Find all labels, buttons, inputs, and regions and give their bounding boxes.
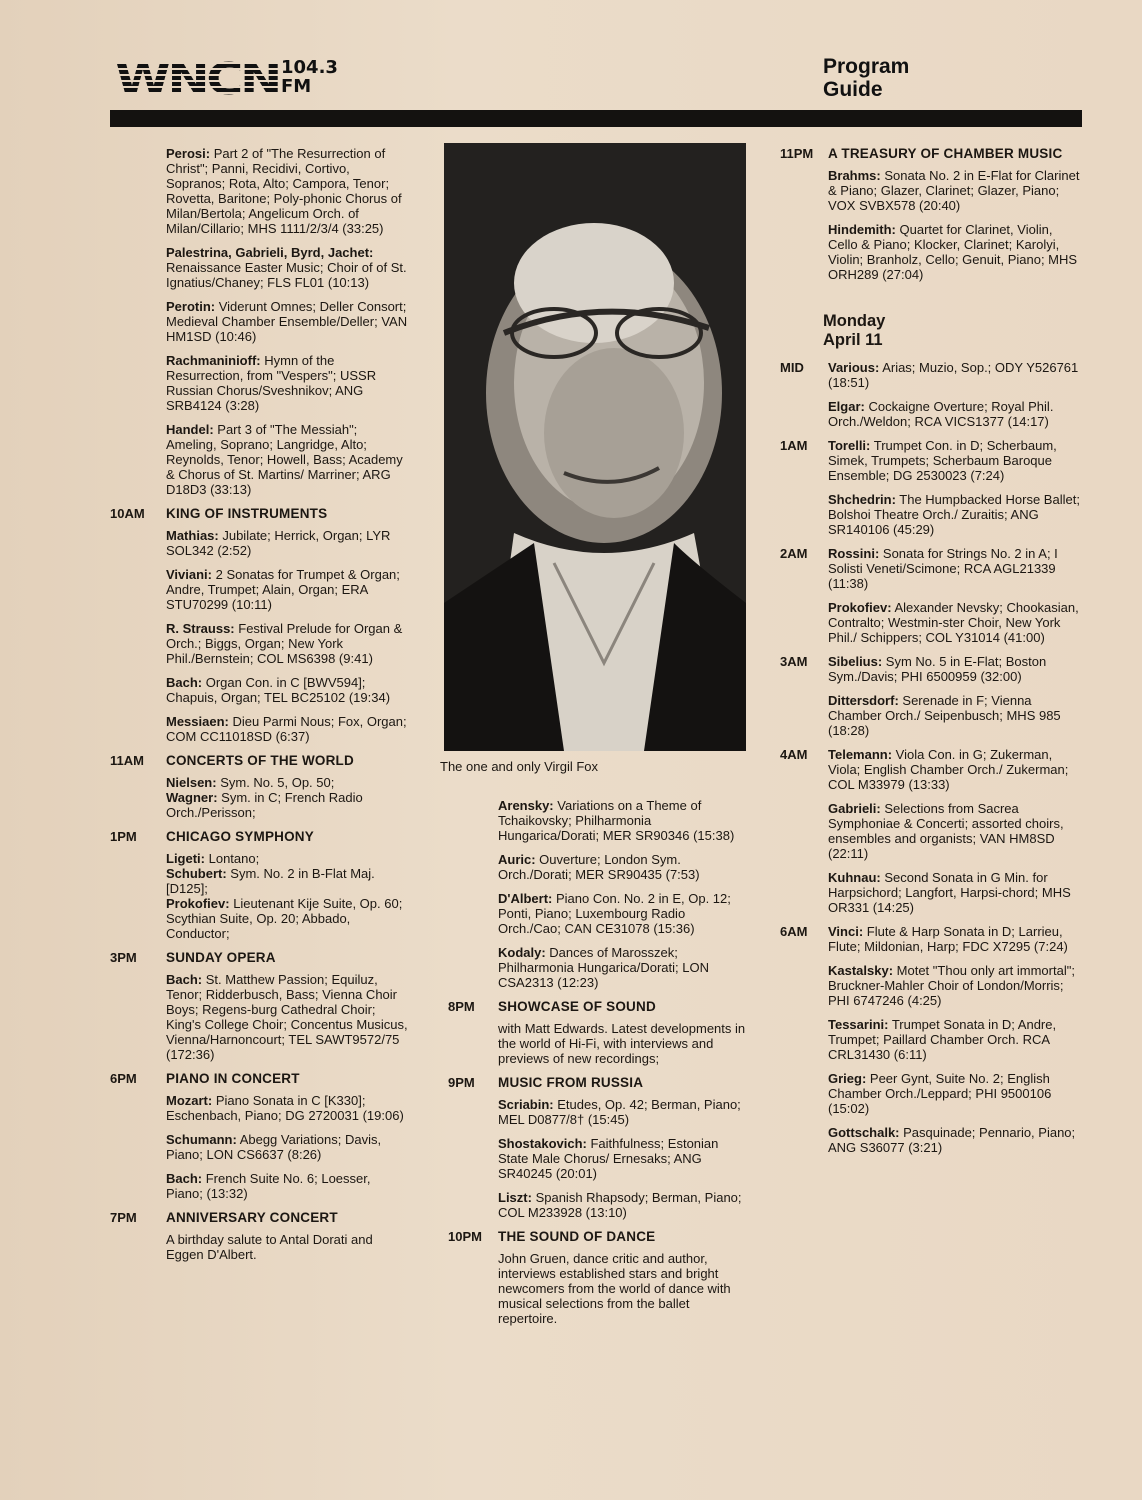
work-details: Selections from Sacrea Symphoniae & Concerti; assorted choirs, ensembles and organists; VAN HM8SD (22:11) [828,801,1064,861]
work-details: Motet "Thou only art immortal"; Bruckner-Mahler Choir of London/Morris; PHI 6747246 (4:25) [828,963,1075,1008]
work-details: Variations on a Theme of Tchaikovsky; Philharmonia Hungarica/Dorati; MER SR90346 (15:38) [498,798,735,843]
program-entry [166,972,410,1062]
work-details: Renaissance Easter Music; Choir of of St. Ignatius/Chaney; FLS FL01 (10:13) [166,260,407,290]
program-entry [498,852,748,882]
slot-title: A TREASURY OF CHAMBER MUSIC [828,146,1063,161]
title-line-1: Program [823,55,910,78]
frequency-band: FM [281,76,312,97]
program-entry [498,1190,748,1220]
slot-title: THE SOUND OF DANCE [498,1229,656,1244]
composer: R. Strauss: [166,621,235,636]
slot-time: 9PM [448,1075,475,1090]
slot-time: 1PM [110,829,137,844]
composer: Bach: [166,675,203,690]
program-entry [828,438,1080,483]
time-slot [448,1229,748,1326]
slot-title: MUSIC FROM RUSSIA [498,1075,644,1090]
composer: Tessarini: [828,1017,889,1032]
work-details: Trumpet Con. in D; Scherbaum, Simek, Trumpets; Scherbaum Baroque Ensemble; DG 2530023 (7:24) [828,438,1057,483]
slot-title: SUNDAY OPERA [166,950,276,965]
program-entry [166,714,410,744]
slot-title: SHOWCASE OF SOUND [498,999,656,1014]
work-details: Pasquinade; Pennario, Piano; ANG S36077 (3:21) [828,1125,1076,1155]
work-details: Quartet for Clarinet, Violin, Cello & Piano; Klocker, Clarinet; Karolyi, Violin; Branholz, Cello; Genuit, Piano; MHS ORH289 (27:04) [828,222,1078,282]
column-3 [780,146,1080,1164]
time-slot [110,506,410,744]
day-name: Monday [823,312,886,330]
composer: Torelli: [828,438,871,453]
slot-title: KING OF INSTRUMENTS [166,506,328,521]
time-slot [448,999,748,1066]
program-entry [828,693,1080,738]
day-heading [823,312,1080,350]
program-entry [828,546,1080,591]
composer: Rachmaninioff: [166,353,261,368]
program-entry [498,1136,748,1181]
work-details: Sym. No. 5, Op. 50; [216,775,335,790]
program-entry [166,1093,410,1123]
program-entry [498,798,748,843]
slot-time: 7PM [110,1210,137,1225]
composer: Perotin: [166,299,216,314]
composer: Viviani: [166,567,213,582]
work-details: Arias; Muzio, Sop.; ODY Y526761 (18:51) [828,360,1079,390]
composer: Bach: [166,972,203,987]
program-entry [166,528,410,558]
work-details: Part 2 of "The Resurrection of Christ"; Panni, Recidivi, Cortivo, Sopranos; Rota, Alto; Campora, Tenor; Rovetta, Baritone; Poly-phonic Chorus of Milan/Bertola; Angelicum Orch. of Milan/Cillario; MHS 1111/2/3/4 (33:25) [166,146,402,236]
station-logo [115,54,338,105]
work-details: Etudes, Op. 42; Berman, Piano; MEL D0877/8† (15:45) [498,1097,741,1127]
composer: Scriabin: [498,1097,554,1112]
composer: Nielsen: [166,775,217,790]
program-entry [828,399,1080,429]
work-details: Sonata for Strings No. 2 in A; I Solisti Veneti/Scimone; RCA AGL21339 (11:38) [828,546,1058,591]
time-slot [110,1071,410,1201]
work-details: Lontano; [205,851,260,866]
composer: D'Albert: [498,891,553,906]
day-date: April 11 [823,331,883,349]
program-entry [828,222,1080,282]
slot-time: 1AM [780,438,808,453]
composer: Messiaen: [166,714,229,729]
time-slot [780,438,1080,537]
program-entry [166,675,410,705]
composer: Perosi: [166,146,211,161]
slot-description: with Matt Edwards. Latest developments in the world of Hi-Fi, with interviews and previews of new recordings; [498,1021,746,1066]
composer: Mathias: [166,528,219,543]
program-entry [828,1125,1080,1155]
composer: Arensky: [498,798,554,813]
slot-time: 8PM [448,999,475,1014]
work-details: Viola Con. in G; Zukerman, Viola; English Chamber Orch./ Zukerman; COL M33979 (13:33) [828,747,1069,792]
composer: Vinci: [828,924,864,939]
composer: Shchedrin: [828,492,896,507]
composer: Kastalsky: [828,963,894,978]
slot-title: ANNIVERSARY CONCERT [166,1210,338,1225]
logo-frequency [281,58,338,96]
composer: Kodaly: [498,945,546,960]
work-details: Hymn of the Resurrection, from "Vespers"; USSR Russian Chorus/Sveshnikov; ANG SRB4124 (3:28) [166,353,377,413]
program-entry [166,567,410,612]
program-entry [828,870,1080,915]
work-details: French Suite No. 6; Loesser, Piano; (13:32) [166,1171,371,1201]
time-slot [780,747,1080,915]
program-entry [828,654,1080,684]
page-title [823,55,909,101]
time-slot [110,829,410,941]
work-details: Dieu Parmi Nous; Fox, Organ; COM CC11018SD (6:37) [166,714,407,744]
frequency-number: 104.3 [281,57,338,78]
portrait-illustration [444,143,746,751]
logo-call-letters: WNCN [115,54,279,105]
program-entry [166,1171,410,1201]
composer: Bach: [166,1171,203,1186]
slot-time: 4AM [780,747,808,762]
composer: Gottschalk: [828,1125,900,1140]
program-entry [166,851,410,941]
program-entry [166,245,410,290]
program-entry [498,891,748,936]
program-entry [166,621,410,666]
slot-title: CHICAGO SYMPHONY [166,829,314,844]
time-slot [110,1210,410,1262]
time-slot [448,1075,748,1220]
slot-title: CONCERTS OF THE WORLD [166,753,354,768]
slot-time: 11PM [780,146,814,161]
slot-time: MID [780,360,804,375]
composer: Hindemith: [828,222,896,237]
composer: Sibelius: [828,654,883,669]
program-entry [828,963,1080,1008]
work-details: Sym. in C; French Radio Orch./Perisson; [166,790,363,820]
composer: Dittersdorf: [828,693,899,708]
program-entry [166,1132,410,1162]
composer: Auric: [498,852,536,867]
work-details: The Humpbacked Horse Ballet; Bolshoi Theatre Orch./ Zuraitis; ANG SR140106 (45:29) [828,492,1080,537]
slot-title: PIANO IN CONCERT [166,1071,300,1086]
work-details: 2 Sonatas for Trumpet & Organ; Andre, Trumpet; Alain, Organ; ERA STU70299 (10:11) [166,567,400,612]
program-entry [166,775,410,820]
program-entry [828,492,1080,537]
program-entry [166,422,410,497]
composer: Liszt: [498,1190,532,1205]
composer: Brahms: [828,168,881,183]
composer: Shostakovich: [498,1136,587,1151]
work-details: Serenade in F; Vienna Chamber Orch./ Seipenbusch; MHS 985 (18:28) [828,693,1061,738]
program-entry [166,299,410,344]
work-details: Part 3 of "The Messiah"; Ameling, Soprano; Langridge, Alto; Reynolds, Tenor; Howell, Bass; Academy & Chorus of St. Martins/ Marriner; ARG D18D3 (33:13) [166,422,403,497]
composer: Wagner: [166,790,218,805]
work-details: Organ Con. in C [BWV594]; Chapuis, Organ; TEL BC25102 (19:34) [166,675,391,705]
work-details: Spanish Rhapsody; Berman, Piano; COL M233928 (13:10) [498,1190,742,1220]
column-1 [110,146,410,1271]
slot-description: John Gruen, dance critic and author, interviews established stars and bright newcomers from the world of dance with musical selections from the ballet repertoire. [498,1251,731,1326]
slot-description: A birthday salute to Antal Dorati and Eggen D'Albert. [166,1232,373,1262]
composer: Elgar: [828,399,865,414]
program-entry [498,1097,748,1127]
program-entry [828,1017,1080,1062]
work-details: Festival Prelude for Organ & Orch.; Biggs, Organ; New York Phil./Bernstein; COL MS6398 (9:41) [166,621,403,666]
program-entry [166,353,410,413]
slot-time: 6PM [110,1071,137,1086]
work-details: Peer Gynt, Suite No. 2; English Chamber Orch./Leppard; PHI 9500106 (15:02) [828,1071,1052,1116]
work-details: St. Matthew Passion; Equiluz, Tenor; Ridderbusch, Bass; Vienna Choir Boys; Regens-burg Cathedral Choir; King's College Choir; Concentus Musicus, Vienna/Harnoncourt; TEL SAWT9572/75 (172:36) [166,972,408,1062]
composer: Telemann: [828,747,893,762]
work-details: Abegg Variations; Davis, Piano; LON CS6637 (8:26) [166,1132,382,1162]
composer: Palestrina, Gabrieli, Byrd, Jachet: [166,245,374,260]
work-details: Piano Con. No. 2 in E, Op. 12; Ponti, Piano; Luxembourg Radio Orch./Cao; CAN CE31078 (15:36) [498,891,731,936]
program-entry [498,945,748,990]
work-details: Ouverture; London Sym. Orch./Dorati; MER SR90435 (7:53) [498,852,700,882]
work-details: Sym No. 5 in E-Flat; Boston Sym./Davis; PHI 6500959 (32:00) [828,654,1047,684]
composer: Prokofiev: [828,600,892,615]
work-details: Jubilate; Herrick, Organ; LYR SOL342 (2:52) [166,528,391,558]
work-details: Cockaigne Overture; Royal Phil. Orch./Weldon; RCA VICS1377 (14:17) [828,399,1054,429]
program-entry [828,360,1080,390]
time-slot [780,360,1080,429]
composer: Schumann: [166,1132,237,1147]
slot-time: 2AM [780,546,808,561]
work-details: Dances of Marosszek; Philharmonia Hungarica/Dorati; LON CSA2313 (12:23) [498,945,709,990]
time-slot [110,753,410,820]
work-details: Faithfulness; Estonian State Male Chorus/ Ernesaks; ANG SR40245 (20:01) [498,1136,719,1181]
composer: Grieg: [828,1071,867,1086]
time-slot [780,546,1080,645]
composer: Schubert: [166,866,227,881]
composer: Handel: [166,422,214,437]
slot-time: 10PM [448,1229,482,1244]
portrait-photo [444,143,746,751]
work-details: Alexander Nevsky; Chookasian, Contralto; Westmin-ster Choir, New York Phil./ Schippers; COL Y31014 (41:00) [828,600,1079,645]
time-slot [780,146,1080,282]
program-entry [828,924,1080,954]
time-slot [110,950,410,1062]
slot-time: 11AM [110,753,144,768]
program-entry [828,1071,1080,1116]
composer: Gabrieli: [828,801,881,816]
program-entry [828,801,1080,861]
program-entry [828,168,1080,213]
work-details: Sym. No. 2 in B-Flat Maj. [D125]; [166,866,375,896]
work-details: Viderunt Omnes; Deller Consort; Medieval Chamber Ensemble/Deller; VAN HM1SD (10:46) [166,299,408,344]
slot-time: 6AM [780,924,808,939]
composer: Mozart: [166,1093,213,1108]
work-details: Trumpet Sonata in D; Andre, Trumpet; Paillard Chamber Orch. RCA CRL31430 (6:11) [828,1017,1057,1062]
time-slot [780,924,1080,1155]
slot-time: 3PM [110,950,137,965]
program-entry [166,146,410,236]
work-details: Lieutenant Kije Suite, Op. 60; Scythian Suite, Op. 20; Abbado, Conductor; [166,896,403,941]
column-2 [448,798,748,1335]
composer: Ligeti: [166,851,205,866]
title-line-2: Guide [823,78,883,101]
composer: Rossini: [828,546,880,561]
slot-time: 3AM [780,654,808,669]
program-entry [828,747,1080,792]
work-details: Sonata No. 2 in E-Flat for Clarinet & Piano; Glazer, Clarinet; Glazer, Piano; VOX SVBX578 (20:40) [828,168,1080,213]
work-details: Flute & Harp Sonata in D; Larrieu, Flute; Mildonian, Harp; FDC X7295 (7:24) [828,924,1068,954]
composer: Various: [828,360,880,375]
composer: Prokofiev: [166,896,230,911]
header-rule [110,110,1082,127]
composer: Kuhnau: [828,870,881,885]
time-slot [780,654,1080,738]
photo-caption: The one and only Virgil Fox [440,759,599,774]
slot-time: 10AM [110,506,145,521]
work-details: Second Sonata in G Min. for Harpsichord; Langfort, Harpsi-chord; MHS OR331 (14:25) [828,870,1071,915]
program-entry [828,600,1080,645]
work-details: Piano Sonata in C [K330]; Eschenbach, Piano; DG 2720031 (19:06) [166,1093,404,1123]
